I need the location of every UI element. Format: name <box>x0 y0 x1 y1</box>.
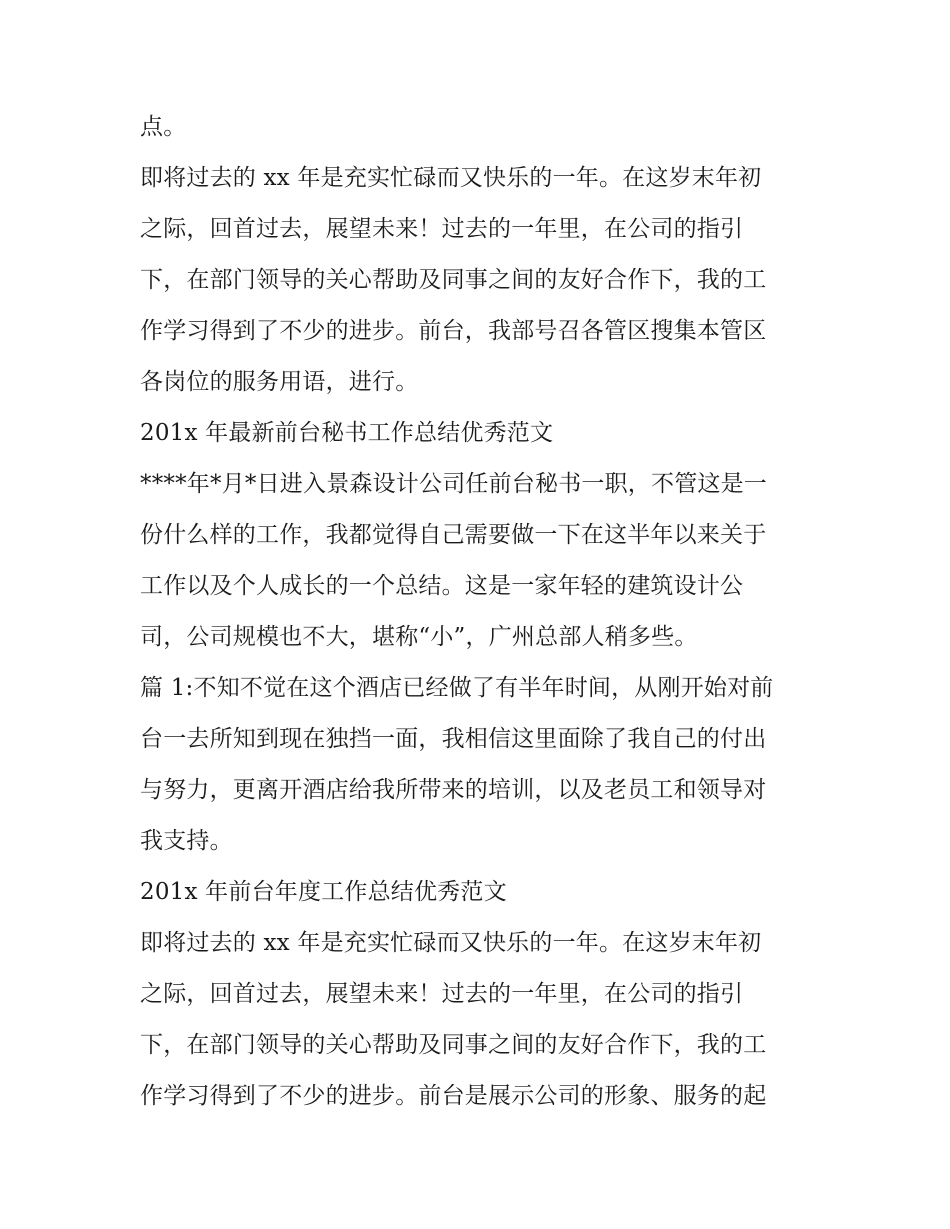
document-body <box>140 102 820 1122</box>
text-line: 之际，回首过去，展望未来！过去的一年里，在公司的指引 <box>140 216 744 242</box>
section-heading: 201x 年前台年度工作总结优秀范文 <box>140 879 507 905</box>
text-line: 点。 <box>140 114 187 140</box>
text-line: 下，在部门领导的关心帮助及同事之间的友好合作下，我的工 <box>140 1032 767 1058</box>
text-line: 司，公司规模也不大，堪称“小”，广州总部人稍多些。 <box>140 624 698 650</box>
section-heading: 201x 年最新前台秘书工作总结优秀范文 <box>140 420 554 446</box>
text-line: 作学习得到了不少的进步。前台是展示公司的形象、服务的起 <box>140 1083 767 1109</box>
text-line: 与努力，更离开酒店给我所带来的培训，以及老员工和领导对 <box>140 777 767 803</box>
text-line: 工作以及个人成长的一个总结。这是一家年轻的建筑设计公 <box>140 573 744 599</box>
text-line: 即将过去的 xx 年是充实忙碌而又快乐的一年。在这岁末年初 <box>140 930 762 956</box>
text-line: 篇 1:不知不觉在这个酒店已经做了有半年时间，从刚开始对前 <box>140 675 774 701</box>
text-line: 之际，回首过去，展望未来！过去的一年里，在公司的指引 <box>140 981 744 1007</box>
text-line: 我支持。 <box>140 828 233 854</box>
text-line: 下，在部门领导的关心帮助及同事之间的友好合作下，我的工 <box>140 267 767 293</box>
text-line: ****年*月*日进入景森设计公司任前台秘书一职，不管这是一 <box>140 471 767 497</box>
text-line: 份什么样的工作，我都觉得自己需要做一下在这半年以来关于 <box>140 522 767 548</box>
text-line: 作学习得到了不少的进步。前台，我部号召各管区搜集本管区 <box>140 318 767 344</box>
text-line: 各岗位的服务用语，进行。 <box>140 369 419 395</box>
text-line: 即将过去的 xx 年是充实忙碌而又快乐的一年。在这岁末年初 <box>140 165 762 191</box>
text-line: 台一去所知到现在独挡一面，我相信这里面除了我自己的付出 <box>140 726 767 752</box>
